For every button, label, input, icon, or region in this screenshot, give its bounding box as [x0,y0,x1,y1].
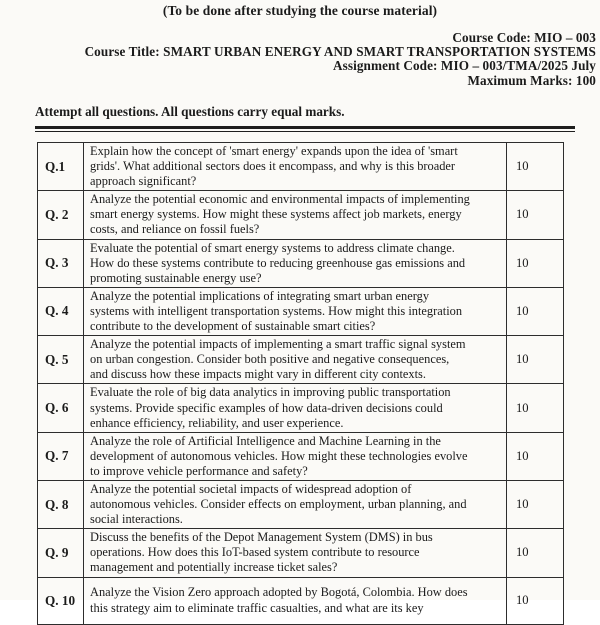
question-marks: 10 [507,432,564,480]
question-text: Analyze the role of Artificial Intelligence and Machine Learning in the development of autonomous vehicles. How might these technologies evolve to improve vehicle performance and safety? [84,432,507,480]
question-number: Q. 5 [38,336,84,384]
question-text: Analyze the potential implications of integrating smart urban energy systems with intelligent transportation systems. How might this integration contribute to the development of sustainable smart cities? [84,287,507,335]
header-divider-rule [35,126,575,132]
question-marks: 10 [507,577,564,624]
question-text: Discuss the benefits of the Depot Management System (DMS) in bus operations. How does this IoT-based system contribute to resource management and potentially increase ticket sales? [84,529,507,577]
question-number: Q. 8 [38,480,84,528]
question-number: Q. 6 [38,384,84,432]
question-row [38,336,564,384]
maximum-marks: Maximum Marks: 100 [467,72,596,88]
question-marks: 10 [507,191,564,239]
question-row [38,432,564,480]
question-marks: 10 [507,143,564,191]
question-number: Q. 9 [38,529,84,577]
question-row [38,287,564,335]
question-marks: 10 [507,336,564,384]
question-row [38,143,564,191]
question-marks: 10 [507,287,564,335]
question-number: Q. 2 [38,191,84,239]
course-code: Course Code: MIO – 003 [452,30,596,45]
question-text: Analyze the potential economic and environmental impacts of implementing smart energy systems. How might these systems affect job markets, energy costs, and reliance on fossil fuels? [84,191,507,239]
instructions-note: Attempt all questions. All questions carry equal marks. [35,104,345,119]
question-number: Q. 3 [38,239,84,287]
question-text: Evaluate the potential of smart energy systems to address climate change. How do these systems contribute to reducing greenhouse gas emissions and promoting sustainable energy use? [84,239,507,287]
question-row [38,191,564,239]
question-number: Q. 7 [38,432,84,480]
pre-study-note: (To be done after studying the course material) [162,3,438,18]
assignment-code: Assignment Code: MIO – 003/TMA/2025 July [333,58,596,74]
course-info-block [85,31,596,88]
question-marks: 10 [507,529,564,577]
question-text: Explain how the concept of 'smart energy' expands upon the idea of 'smart grids'. What additional sectors does it encompass, and why is this broader approach significant? [84,143,507,191]
question-text: Analyze the Vision Zero approach adopted by Bogotá, Colombia. How does this strategy aim to eliminate traffic casualties, and what are its key [84,577,507,624]
question-marks: 10 [507,480,564,528]
question-row [38,480,564,528]
question-marks: 10 [507,239,564,287]
course-title: Course Title: SMART URBAN ENERGY AND SMART TRANSPORTATION SYSTEMS [84,44,596,60]
question-text: Analyze the potential societal impacts of widespread adoption of autonomous vehicles. Consider effects on employment, urban planning, and social interactions. [84,480,507,528]
questions-table [37,142,564,625]
question-row [38,384,564,432]
question-row [38,529,564,577]
question-marks: 10 [507,384,564,432]
question-text: Analyze the potential impacts of implementing a smart traffic signal system on urban congestion. Consider both positive and negative consequences, and discuss how these impacts might vary in different city contexts. [84,336,507,384]
question-number: Q. 10 [38,577,84,624]
question-number: Q. 4 [38,287,84,335]
question-number: Q.1 [38,143,84,191]
question-text: Evaluate the role of big data analytics in improving public transportation systems. Provide specific examples of how data-driven decisions could enhance efficiency, reliability, and user experience. [84,384,507,432]
question-row [38,239,564,287]
question-row [38,577,564,624]
